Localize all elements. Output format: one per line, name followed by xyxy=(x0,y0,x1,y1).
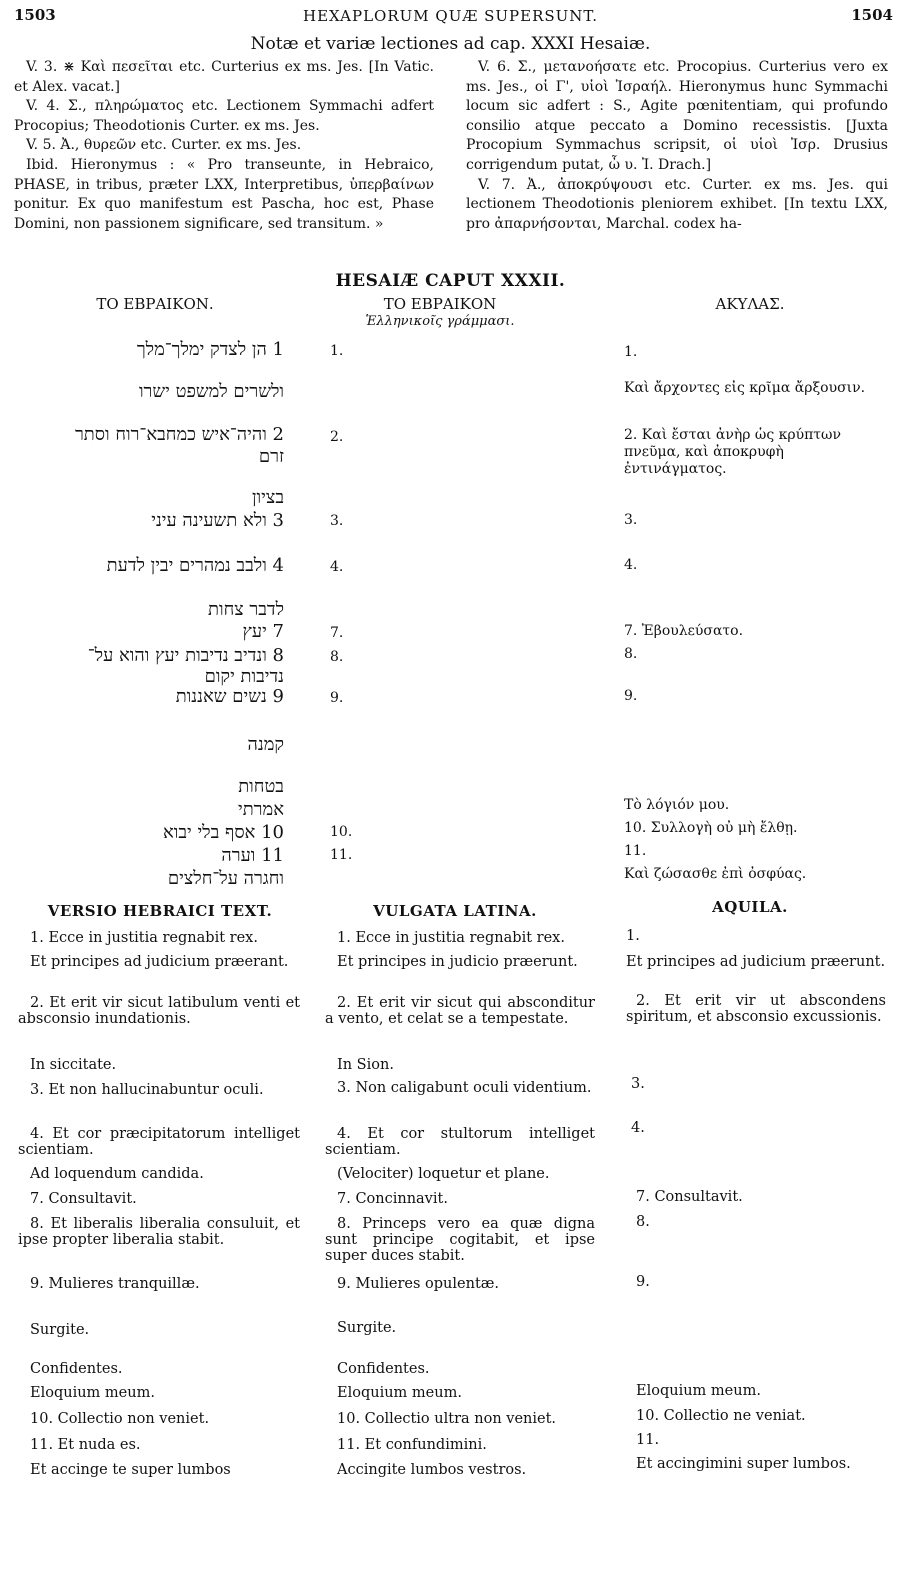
vulgata-line: Et principes in judicio præerunt. xyxy=(337,954,578,970)
versio-line: Et principes ad judicium præerant. xyxy=(30,954,289,970)
verse-number: 11. xyxy=(330,847,353,863)
aquila-latin-line: 10. Collectio ne veniat. xyxy=(636,1408,806,1424)
hebrew-line: ולשרים למשפט ישרו xyxy=(138,381,284,402)
hebrew-line: קמנה xyxy=(247,734,284,755)
aquila-latin-line: Et accingimini super lumbos. xyxy=(636,1456,851,1472)
aquila-greek-line: Καὶ ἄρχοντες εἰς κρῖμα ἄρξουσιν. xyxy=(624,380,866,396)
versio-line: In siccitate. xyxy=(30,1057,117,1073)
aquila-greek-line: 7. Ἐβουλεύσατο. xyxy=(624,623,744,639)
vulgata-line: Accingite lumbos vestros. xyxy=(337,1462,527,1478)
hebrew-line: 10 אסף בלי יבוא xyxy=(162,822,284,843)
verse-number: 7. xyxy=(330,625,344,641)
aquila-greek-line: 11. xyxy=(624,843,647,859)
versio-line: 7. Consultavit. xyxy=(30,1191,137,1207)
versio-line: Et accinge te super lumbos xyxy=(30,1462,231,1478)
hebrew-line: 4 ולבב נמהרים יבין לדעת xyxy=(106,555,284,576)
aquila-latin-line: 2. Et erit vir ut abscondens spiritum, et absconsio excussionis. xyxy=(626,993,886,1025)
aquila-greek-line: 1. xyxy=(624,344,638,360)
vulgata-line: 7. Concinnavit. xyxy=(337,1191,448,1207)
header-subtitle: Ἑλληνικοῖς γράμμασι. xyxy=(365,314,515,329)
hebrew-line: 9 נשים שאננות xyxy=(175,686,284,707)
aquila-greek-line: 2. Καὶ ἔσται ἀνὴρ ὡς κρύπτων πνεῦμα, καὶ ἀποκρυφὴ ἐντινάγματος. xyxy=(624,427,841,477)
note-paragraph: V. 7. Ἀ., ἀποκρύψουσι etc. Curter. ex ms. Jes. qui lectionem Theodotionis pleniorem exhibet. [In textu LXX, pro ἀπαρνήσονται, Marchal. codex ha- xyxy=(466,176,888,232)
aquila-greek-line: Τὸ λόγιόν μου. xyxy=(624,797,730,813)
verse-number: 1. xyxy=(330,343,344,359)
vulgata-line: 2. Et erit vir sicut qui absconditur a vento, et celat se a tempestate. xyxy=(325,995,595,1027)
aquila-latin-line: 11. xyxy=(636,1432,660,1448)
column-header-vulgata: VULGATA LATINA. xyxy=(373,902,537,920)
notes-right-column xyxy=(466,58,888,234)
hebrew-line: לדבר צחות xyxy=(208,599,284,620)
aquila-latin-line: 3. xyxy=(631,1076,645,1092)
versio-line: 8. Et liberalis liberalia consuluit, et ipse propter liberalia stabit. xyxy=(18,1216,300,1248)
versio-line: 1. Ecce in justitia regnabit rex. xyxy=(30,930,258,946)
running-title: HEXAPLORUM QUÆ SUPERSUNT. xyxy=(302,7,598,25)
aquila-greek-line: 9. xyxy=(624,688,638,704)
aquila-latin-line: 9. xyxy=(636,1274,650,1290)
aquila-latin-line: 4. xyxy=(631,1120,645,1136)
column-header-versio: VERSIO HEBRAICI TEXT. xyxy=(47,902,273,920)
versio-line: 4. Et cor præcipitatorum intelliget scientiam. xyxy=(18,1126,300,1158)
hebrew-line: 1 הן לצדק ימלך־מלך xyxy=(136,339,284,360)
note-paragraph: V. 5. Ἀ., θυρεῶν etc. Curter. ex ms. Jes. xyxy=(26,137,302,154)
aquila-latin-line: Eloquium meum. xyxy=(636,1383,761,1399)
aquila-greek-line: 10. Συλλογὴ οὐ μὴ ἔλθῃ. xyxy=(624,820,798,836)
aquila-latin-line: 1. xyxy=(626,928,640,944)
chapter-title: HESAIÆ CAPUT XXXII. xyxy=(335,271,566,291)
header-main: ΤΟ ΕΒΡΑΙΚΟΝ xyxy=(383,295,497,313)
vulgata-line: 1. Ecce in justitia regnabit rex. xyxy=(337,930,565,946)
versio-line: Confidentes. xyxy=(30,1361,123,1377)
aquila-latin-line: Et principes ad judicium præerunt. xyxy=(626,954,886,970)
verse-number: 8. xyxy=(330,649,344,665)
page-number-right: 1504 xyxy=(851,6,893,24)
versio-line: Eloquium meum. xyxy=(30,1385,155,1401)
versio-line: 11. Et nuda es. xyxy=(30,1437,141,1453)
aquila-greek-line: 8. xyxy=(624,646,638,662)
hebrew-line: 3 ולא תשעינה עיני xyxy=(151,510,284,531)
vulgata-line: 3. Non caligabunt oculi videntium. xyxy=(337,1080,592,1096)
verse-number: 10. xyxy=(330,824,353,840)
notes-title: Notæ et variæ lectiones ad cap. XXXI Hesaiæ. xyxy=(250,34,651,54)
hebrew-line: אמרתי xyxy=(237,799,284,820)
verse-number: 3. xyxy=(330,513,344,529)
versio-line: 3. Et non hallucinabuntur oculi. xyxy=(30,1082,264,1098)
vulgata-line: 8. Princeps vero ea quæ digna sunt principe cogitabit, et ipse super duces stabit. xyxy=(325,1216,595,1264)
column-header-aquila-latin: AQUILA. xyxy=(712,898,788,916)
vulgata-line: Surgite. xyxy=(337,1320,397,1336)
aquila-latin-line: 8. xyxy=(636,1214,650,1230)
verse-number: 2. xyxy=(330,429,344,445)
vulgata-line: 10. Collectio ultra non veniet. xyxy=(337,1411,557,1427)
vulgata-line: Eloquium meum. xyxy=(337,1385,462,1401)
hebrew-line: 8 ונדיב נדיבות יעץ והוא על־ xyxy=(87,645,284,666)
vulgata-line: Confidentes. xyxy=(337,1361,430,1377)
aquila-greek-line: Καὶ ζώσασθε ἐπὶ ὀσφύας. xyxy=(624,866,807,882)
vulgata-line: 4. Et cor stultorum intelliget scientiam. xyxy=(325,1126,595,1158)
versio-line: Surgite. xyxy=(30,1322,90,1338)
page-header xyxy=(0,2,901,26)
verse-number: 9. xyxy=(330,690,344,706)
hebrew-line: זרם xyxy=(258,446,284,467)
hebrew-line: בטחות xyxy=(238,776,284,797)
aquila-latin-line: 7. Consultavit. xyxy=(636,1189,743,1205)
hebrew-line: נדיבות יקום xyxy=(204,666,284,687)
hebrew-line: 2 והיה־איש כמחבא־רוח וסתר xyxy=(74,424,284,445)
vulgata-line: (Velociter) loquetur et plane. xyxy=(337,1166,550,1182)
versio-line: 10. Collectio non veniet. xyxy=(30,1411,210,1427)
aquila-greek-line: 4. xyxy=(624,557,638,573)
note-paragraph: V. 4. Σ., πληρώματος etc. Lectionem Symmachi adfert Procopius; Theodotionis Curter. ex ms. Jes. xyxy=(14,98,434,134)
hebrew-line: וחגרה על־חלצים xyxy=(167,868,284,889)
vulgata-line: In Sion. xyxy=(337,1057,394,1073)
versio-line: 2. Et erit vir sicut latibulum venti et absconsio inundationis. xyxy=(18,995,300,1027)
versio-line: Ad loquendum candida. xyxy=(30,1166,204,1182)
hebrew-line: בציון xyxy=(251,487,284,508)
vulgata-line: 9. Mulieres opulentæ. xyxy=(337,1276,500,1292)
versio-line: 9. Mulieres tranquillæ. xyxy=(30,1276,200,1292)
verse-number: 4. xyxy=(330,559,344,575)
hebrew-line: 7 יעץ xyxy=(242,621,284,642)
vulgata-line: 11. Et confundimini. xyxy=(337,1437,487,1453)
note-paragraph: Ibid. Hieronymus : « Pro transeunte, in Hebraico, PHASE, in tribus, præter LXX, Interpretibus, ὑπερβαίνων ponitur. Ex quo manifestum est Pascha, hoc est, Phase Domini, non passionem significare, sed transitum. » xyxy=(14,156,434,232)
page-number-left: 1503 xyxy=(14,6,56,24)
notes-left-column xyxy=(14,58,434,234)
note-paragraph: V. 6. Σ., μετανοήσατε etc. Procopius. Curterius vero ex ms. Jes., οἱ Γ', υἱοὶ Ἰσραήλ. Hieronymus hunc Symmachi locum sic adfert : S., Agite pœnitentiam, qui profundo consilio atque peccato a Domino recessistis. [Juxta Procopium Symmachus scripsit, οἱ υἱοὶ Ἰσρ. Drusius corrigendum putat, ὦ υ. Ἰ. Drach.] xyxy=(466,59,888,173)
column-header-hebraicon: ΤΟ ΕΒΡΑΙΚΟΝ. xyxy=(96,295,214,313)
column-header-hebraicon-graecis xyxy=(340,295,540,329)
note-paragraph: V. 3. ⋇ Καὶ πεσεῖται etc. Curterius ex ms. Jes. [In Vatic. et Alex. vacat.] xyxy=(14,59,434,95)
hebrew-line: 11 וערה xyxy=(221,845,284,866)
column-header-aquila-greek: ΑΚΥΛΑΣ. xyxy=(715,295,785,313)
aquila-greek-line: 3. xyxy=(624,512,638,528)
